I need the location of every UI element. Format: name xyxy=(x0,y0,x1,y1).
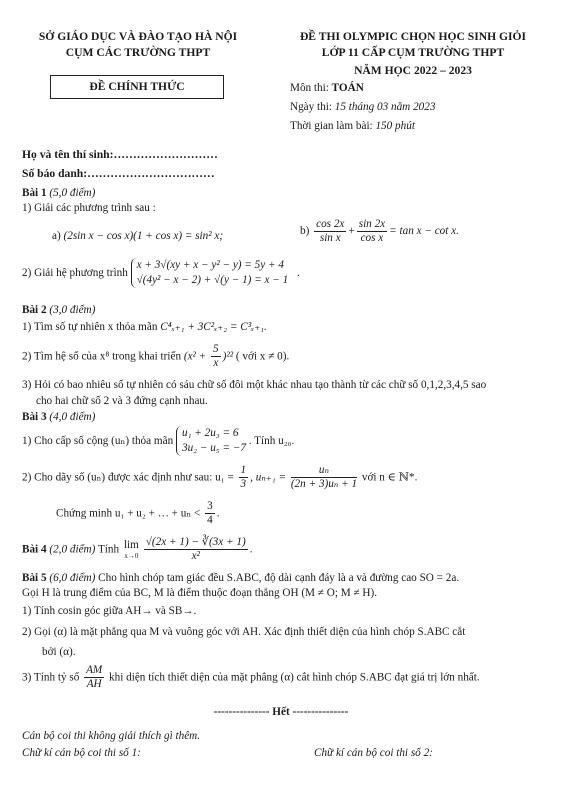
bai3-q1-text: 1) Cho cấp số cộng (uₙ) thỏa mãn xyxy=(22,435,174,448)
proctor-note: Cán bộ coi thi không giải thích gì thêm. xyxy=(22,730,201,742)
bai3-points: (4,0 điểm) xyxy=(49,411,96,423)
bai2-q2-fraction xyxy=(211,343,221,370)
fraction-numerator: 5 xyxy=(213,343,219,355)
bai5-q3-text-b: khi diện tích thiết diện của mặt phẳng (α) cắt hình chóp S.ABC đạt giá trị lớn nhất. xyxy=(106,671,480,684)
official-exam-label: ĐỀ CHÍNH THỨC xyxy=(89,80,185,93)
bai3-q1-end: . Tính u₂₀. xyxy=(248,435,295,448)
bai5-q2-line1: 2) Gọi (α) là mặt phẳng qua M và vuông góc với AH. Xác định thiết diện của hình chóp S.ABC cắt xyxy=(22,626,466,638)
bai2-q2-expr-b: )²² xyxy=(222,350,234,363)
date-line xyxy=(290,100,435,114)
fraction-numerator: AM xyxy=(86,664,103,676)
fraction-denominator: AH xyxy=(86,677,102,690)
proctor-1-signature: Chữ kí cán bộ coi thi số 1: xyxy=(22,747,141,759)
subject-value: TOÁN xyxy=(331,82,364,94)
plus-sign: + xyxy=(348,224,355,237)
bai3-q2 xyxy=(22,464,417,491)
bai3-heading xyxy=(22,410,95,424)
exam-grade: LỚP 11 CẤP CỤM TRƯỜNG THPT xyxy=(321,46,505,59)
bai4-end: . xyxy=(249,543,253,556)
bai1-q1a-equation: (2sin x − cos x)(1 + cos x) = sin² x; xyxy=(63,230,224,242)
bai2-q3-line1: 3) Hỏi có bao nhiêu số tự nhiên có sáu chữ số đôi một khác nhau tạo thành từ các chữ số 0,1,2,3,4,5 sao xyxy=(22,379,487,391)
cluster-name: CỤM CÁC TRƯỜNG THPT xyxy=(65,46,211,59)
bai2-q1 xyxy=(22,320,267,334)
bai1-q1b-rhs: = tan x − cot x. xyxy=(389,224,459,237)
bai1-q2-text: 2) Giải hệ phương trình xyxy=(22,267,128,280)
bai1-q2-system xyxy=(131,258,289,288)
fraction-numerator: uₙ xyxy=(291,464,357,478)
bai5-q3-fraction xyxy=(84,664,104,691)
time-line xyxy=(290,119,415,133)
bai4-points: (2,0 điểm) xyxy=(49,543,96,556)
bai5-q3-text-a: 3) Tính tỷ số xyxy=(22,671,83,684)
bai1-q1b-label: b) xyxy=(300,224,313,237)
system-equation-2: √(4y² − x − 2) + √(y − 1) = x − 1 xyxy=(136,274,289,287)
date-value: 15 tháng 03 năm 2023 xyxy=(334,101,436,113)
bai4-title: Bài 4 xyxy=(22,543,50,556)
bai1-heading xyxy=(22,186,95,200)
fraction-numerator: √(2x + 1) − ∛(3x + 1) xyxy=(145,536,246,548)
bai2-heading xyxy=(22,303,95,317)
time-value: 150 phút xyxy=(375,120,415,132)
time-label: Thời gian làm bài: xyxy=(290,120,376,132)
bai3-q2-mid: , uₙ₊₁ = xyxy=(250,471,289,484)
bai5-q1: 1) Tính cosin góc giữa AH→ và SB→. xyxy=(22,605,197,617)
system-equation-2: 3u₂ − u₅ = −7 xyxy=(181,442,246,455)
candidate-name-line: Họ và tên thí sinh:……………………… xyxy=(22,148,218,161)
bai5-intro-line2: Gọi H là trung điểm của BC, M là điểm thuộc đoạn thẳng OH (M ≠ O; M ≠ H). xyxy=(22,587,378,599)
bai3-q2-u1-fraction xyxy=(239,464,249,491)
fraction-denominator: sin x xyxy=(319,231,341,244)
bai2-title: Bài 2 xyxy=(22,304,50,316)
bai5-title: Bài 5 xyxy=(22,572,50,584)
bai4-limit xyxy=(124,539,139,560)
bai1-q1a xyxy=(52,229,223,243)
bai1-points: (5,0 điểm) xyxy=(49,187,96,199)
limit-subscript: x→0 xyxy=(124,551,139,560)
bai2-q2-text: 2) Tìm hệ số của x⁸ trong khai triển xyxy=(22,350,184,363)
bai3-q2-recurrence-fraction xyxy=(291,464,357,491)
bai2-points: (3,0 điểm) xyxy=(49,304,96,316)
fraction-denominator: x² xyxy=(191,549,200,562)
bai3-q1 xyxy=(22,426,294,456)
bai1-title: Bài 1 xyxy=(22,187,50,199)
exam-title: ĐỀ THI OLYMPIC CHỌN HỌC SINH GIỎI xyxy=(299,30,527,43)
candidate-number-line: Số báo danh:…………………………… xyxy=(22,167,215,180)
bai4-fraction xyxy=(144,536,248,563)
fraction-denominator: 4 xyxy=(207,513,213,526)
school-year: NĂM HỌC 2022 – 2023 xyxy=(354,64,472,77)
bai3-q2-end: với n ∈ ℕ*. xyxy=(359,471,418,484)
bai5-intro-line1 xyxy=(22,571,459,585)
bai1-q1b-fraction-1 xyxy=(314,218,346,245)
fraction-numerator: 1 xyxy=(240,464,247,476)
system-equation-1: x + 3√(xy + x − y² − y) = 5y + 4 xyxy=(136,259,284,271)
bai2-q2 xyxy=(22,343,289,370)
date-label: Ngày thi: xyxy=(290,101,335,113)
subject-label: Môn thi: xyxy=(290,82,332,94)
subject-line xyxy=(290,81,364,95)
bai3-q2-prove-text: Chứng minh u₁ + u₂ + … + uₙ < xyxy=(56,507,204,520)
bai3-q2-prove-end: . xyxy=(216,507,220,520)
bai4-text: Tính xyxy=(95,543,122,556)
bai5-points: (6,0 điểm) xyxy=(49,572,96,584)
bai5-q2-line2: bởi (α). xyxy=(42,646,76,658)
limit-symbol: lim xyxy=(123,538,139,551)
bai1-q2-end: . xyxy=(297,267,300,280)
fraction-denominator: cos x xyxy=(360,231,384,244)
bai5-q3 xyxy=(22,664,480,691)
bai3-q1-system xyxy=(176,426,246,456)
bai5-intro1: Cho hình chóp tam giác đều S.ABC, độ dài cạnh đáy là a và đường cao SO = 2a. xyxy=(95,572,460,584)
fraction-denominator: x xyxy=(213,356,219,369)
bai3-q2-bound-fraction xyxy=(205,500,215,527)
bai1-q1: 1) Giải các phương trình sau : xyxy=(22,202,156,214)
bai1-q1a-label: a) xyxy=(52,230,64,242)
bai2-q3-line2: cho hai chữ số 2 và 3 đứng cạnh nhau. xyxy=(36,395,208,407)
bai1-q1b xyxy=(300,218,459,245)
bai1-q2 xyxy=(22,258,300,288)
fraction-denominator: (2n + 3)uₙ + 1 xyxy=(290,477,358,490)
system-equation-1: u₁ + 2u₃ = 6 xyxy=(181,427,239,439)
bai1-q1b-fraction-2 xyxy=(357,218,387,245)
proctor-2-signature: Chữ kí cán bộ coi thi số 2: xyxy=(314,747,433,759)
fraction-numerator: cos 2x xyxy=(316,218,345,230)
bai2-q1-text: 1) Tìm số tự nhiên x thỏa mãn xyxy=(22,321,161,333)
end-marker: --------------- Hết --------------- xyxy=(213,706,349,718)
bai3-q2-text: 2) Cho dãy số (uₙ) được xác định như sau: u₁ = xyxy=(22,471,237,484)
bai3-title: Bài 3 xyxy=(22,411,50,423)
fraction-numerator: sin 2x xyxy=(358,218,386,230)
bai2-q1-equation: C⁴ₓ₊₁ + 3C²ₓ₊₂ = C³ₓ₊₁. xyxy=(160,321,267,333)
fraction-numerator: 3 xyxy=(207,500,213,512)
fraction-denominator: 3 xyxy=(240,477,247,490)
bai4-line xyxy=(22,536,253,563)
department-name: SỞ GIÁO DỤC VÀ ĐÀO TẠO HÀ NỘI xyxy=(38,30,238,43)
bai2-q2-condition: ( với x ≠ 0). xyxy=(233,350,290,363)
bai3-q2-prove xyxy=(56,500,220,527)
bai2-q2-expr-a: (x² + xyxy=(183,350,210,363)
